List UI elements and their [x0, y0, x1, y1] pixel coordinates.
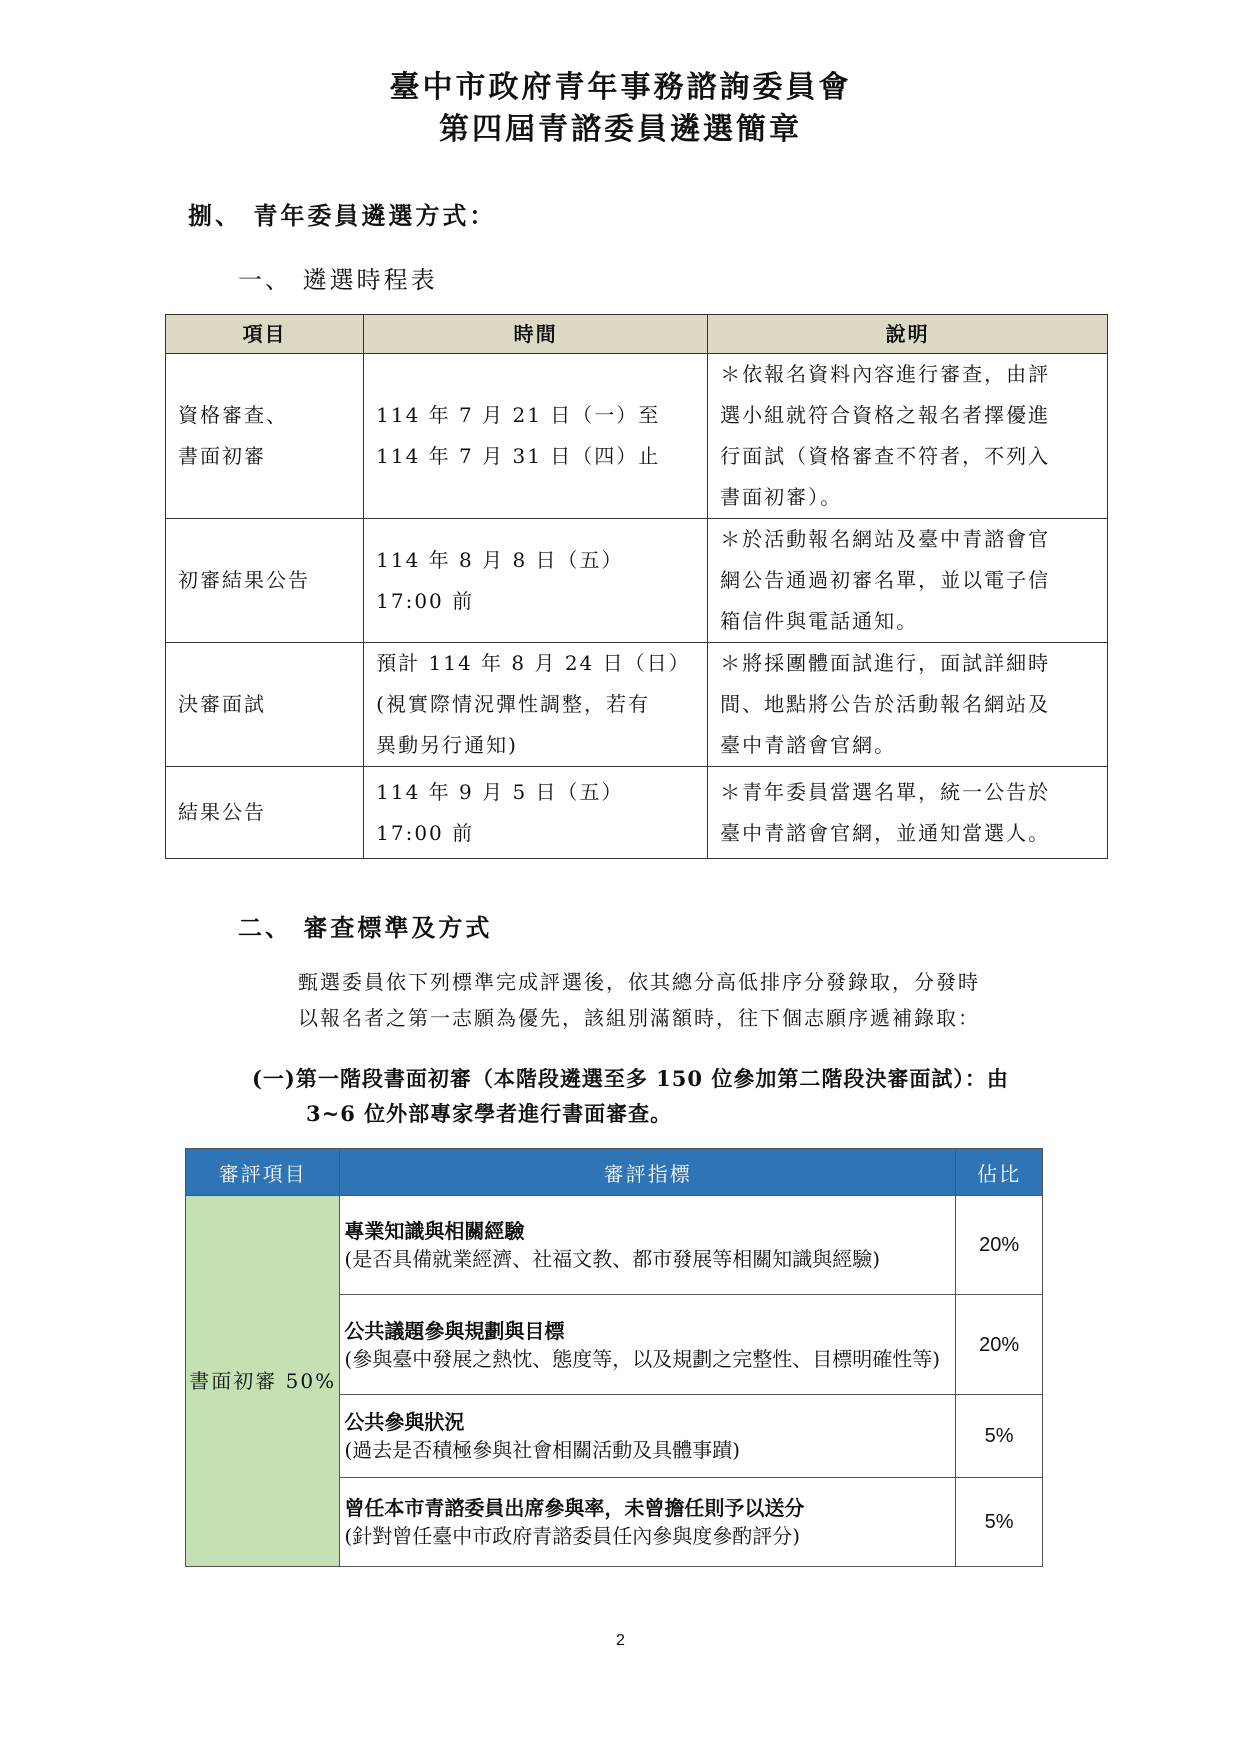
- schedule-item-cell: [166, 354, 364, 519]
- schedule-desc-cell: [708, 767, 1108, 859]
- section2-paragraph-line1: 甄選委員依下列標準完成評選後，依其總分高低排序分發錄取，分發時: [298, 970, 980, 994]
- cell-line: 異動另行通知): [376, 733, 518, 757]
- cell-line: ＊依報名資料內容進行審查，由評: [720, 362, 1051, 386]
- cell-line: 114 年 9 月 5 日（五）: [376, 779, 624, 804]
- document-title-line2: 第四屆青諮委員遴選簡章: [439, 112, 802, 147]
- review-indicator-cell: [340, 1295, 956, 1395]
- review-header-row: [186, 1149, 1043, 1196]
- schedule-item-cell: [166, 643, 364, 767]
- cell-line: 17:00 前: [376, 820, 475, 845]
- schedule-time-cell: [364, 643, 708, 767]
- indicator-title: 專業知識與相關經驗: [344, 1219, 525, 1243]
- indicator-title: 公共議題參與規劃與目標: [344, 1318, 565, 1343]
- review-category-cell: 書面初審 50%: [186, 1196, 340, 1567]
- schedule-header-item: 項目: [166, 315, 364, 354]
- cell-line: (視實際情況彈性調整，若有: [376, 692, 650, 716]
- cell-line: 114 年 7 月 21 日（一）至: [376, 403, 661, 427]
- schedule-desc-cell: [708, 354, 1108, 519]
- schedule-header-desc: 說明: [708, 315, 1108, 354]
- schedule-header-row: [166, 315, 1108, 354]
- section1-heading: 一、 遴選時程表: [238, 266, 438, 294]
- document-title-line1: 臺中市政府青年事務諮詢委員會: [389, 70, 852, 105]
- cell-line: 初審結果公告: [178, 568, 310, 592]
- review-ratio-cell: 20%: [956, 1295, 1043, 1395]
- review-ratio-cell: 5%: [956, 1478, 1043, 1567]
- schedule-table: [165, 314, 1108, 859]
- cell-line: 間、地點將公告於活動報名網站及: [720, 692, 1051, 716]
- indicator-detail: (是否具備就業經濟、社福文教、都市發展等相關知識與經驗): [344, 1247, 881, 1271]
- schedule-desc-cell: [708, 519, 1108, 643]
- indicator-detail: (過去是否積極參與社會相關活動及具體事蹟): [344, 1438, 741, 1462]
- cell-line: 書面初審: [178, 444, 266, 468]
- cell-line: 114 年 7 月 31 日（四）止: [376, 444, 661, 468]
- table-row: [186, 1196, 1043, 1295]
- stage1-heading-line2: 3~6 位外部專家學者進行書面審查。: [306, 1101, 673, 1126]
- table-row: [166, 643, 1108, 767]
- cell-line: 決審面試: [178, 692, 266, 716]
- indicator-detail: (針對曾任臺中市政府青諮委員任內參與度參酌評分): [344, 1524, 801, 1548]
- section2-paragraph-line2: 以報名者之第一志願為優先，該組別滿額時，往下個志願序遞補錄取：: [298, 1006, 980, 1030]
- review-criteria-table: [185, 1148, 1043, 1567]
- cell-line: 行面試（資格審查不符者，不列入: [720, 444, 1051, 468]
- cell-line: 預計 114 年 8 月 24 日（日）: [376, 651, 691, 675]
- cell-line: 臺中青諮會官網，並通知當選人。: [720, 820, 1051, 845]
- indicator-detail: (參與臺中發展之熱忱、態度等，以及規劃之完整性、目標明確性等): [344, 1346, 941, 1371]
- indicator-title: 曾任本市青諮委員出席參與率，未曾擔任則予以送分: [344, 1496, 805, 1520]
- schedule-time-cell: [364, 767, 708, 859]
- section2-heading: 二、 審查標準及方式: [238, 913, 493, 942]
- cell-line: 箱信件與電話通知。: [720, 609, 919, 633]
- table-row: [166, 519, 1108, 643]
- cell-line: 資格審查、: [178, 403, 288, 427]
- schedule-time-cell: [364, 354, 708, 519]
- review-ratio-cell: 20%: [956, 1196, 1043, 1295]
- schedule-item-cell: [166, 767, 364, 859]
- page-number: 2: [616, 1632, 625, 1649]
- section-main-heading: 捌、 青年委員遴選方式：: [188, 201, 497, 230]
- stage1-heading-line1: (一)第一階段書面初審（本階段遴選至多 150 位參加第二階段決審面試）：由: [252, 1066, 1009, 1091]
- cell-line: ＊青年委員當選名單，統一公告於: [720, 779, 1051, 804]
- schedule-desc-cell: [708, 643, 1108, 767]
- cell-line: ＊將採團體面試進行，面試詳細時: [720, 651, 1051, 675]
- indicator-title: 公共參與狀況: [344, 1410, 465, 1434]
- cell-line: 選小組就符合資格之報名者擇優進: [720, 403, 1051, 427]
- schedule-header-time: 時間: [364, 315, 708, 354]
- review-header-item: 審評項目: [186, 1149, 340, 1196]
- review-indicator-cell: [340, 1196, 956, 1295]
- cell-line: 臺中青諮會官網。: [720, 733, 897, 757]
- review-header-indicator: 審評指標: [340, 1149, 956, 1196]
- cell-line: 結果公告: [178, 800, 266, 824]
- cell-line: 17:00 前: [376, 588, 475, 613]
- review-header-ratio: 佔比: [956, 1149, 1043, 1196]
- table-row: [166, 354, 1108, 519]
- review-indicator-cell: [340, 1478, 956, 1567]
- schedule-time-cell: [364, 519, 708, 643]
- review-indicator-cell: [340, 1395, 956, 1478]
- cell-line: 書面初審）。: [720, 485, 843, 509]
- cell-line: 114 年 8 月 8 日（五）: [376, 547, 624, 572]
- schedule-item-cell: [166, 519, 364, 643]
- cell-line: 網公告通過初審名單，並以電子信: [720, 568, 1051, 592]
- table-row: [166, 767, 1108, 859]
- review-ratio-cell: 5%: [956, 1395, 1043, 1478]
- cell-line: ＊於活動報名網站及臺中青諮會官: [720, 527, 1051, 551]
